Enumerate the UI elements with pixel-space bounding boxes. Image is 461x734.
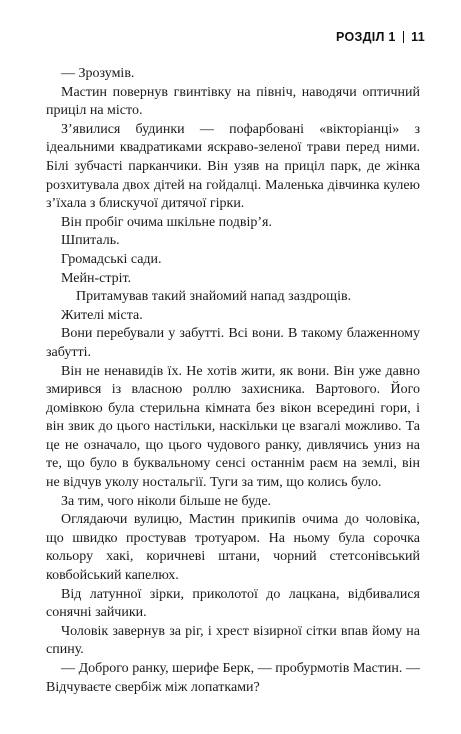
- paragraph: Громадські сади.: [61, 251, 162, 267]
- paragraph: Від латунної зірки, приколотої до лацкана, відбивалися сонячні зайчики.: [46, 586, 420, 621]
- paragraph: Шпиталь.: [61, 233, 120, 249]
- paragraph: Він пробіг очима шкільне подвір’я.: [61, 214, 272, 230]
- paragraph: Жителі міста.: [61, 307, 143, 323]
- chapter-title: РОЗДІЛ 1: [335, 30, 396, 44]
- paragraph: Мейн-стріт.: [61, 270, 132, 286]
- paragraph: Притамував такий знайомий напад заздрощів.: [76, 289, 352, 305]
- paragraph: — Доброго ранку, шерифе Берк, — пробурмотів Мастин. — Відчуваєте свербіж між лопатками?: [46, 661, 420, 695]
- paragraph: З’явилися будинки — пофарбовані «вікторіанці» з ідеальними квадратиками яскраво-зеленої трави перед ними. Білі зубчасті парканчики. Він узяв на приціл парк, де жінка розхитувала двох дітей на гойдалці. Маленька дівчинка кулею з’їхала з блискучої дитячої гірки.: [46, 121, 420, 212]
- paragraph: Оглядаючи вулицю, Мастин прикипів очима до чоловіка, що швидко простував тротуаром. На ньому була сорочка кольору хакі, коричневі штани, чорний стетсонівський ковбойський капелюх.: [46, 512, 420, 584]
- paragraph: Вони перебували у забутті. Всі вони. В такому блаженному забутті.: [46, 326, 420, 360]
- paragraph: Він не ненавидів їх. Не хотів жити, як вони. Він уже давно змирився із власною роллю захисника. Вартового. Його домівкою була стерильна кімната без вікон всередині гори, і він звик до цього настільки, наскільки це взагалі можливо. Та це не означало, що цього чудового ранку, дивлячись униз на те, що було в буквальному сенсі останнім раєм на землі, він не відчув уколу ностальгії. Туги за тим, що колись було.: [46, 363, 420, 491]
- body-text: [46, 65, 420, 697]
- page-number: 11: [411, 30, 425, 44]
- paragraph: За тим, чого ніколи більше не буде.: [61, 493, 272, 509]
- paragraph: Чоловік завернув за ріг, і хрест візирної сітки впав йому на спину.: [46, 623, 420, 658]
- paragraph: Мастин повернув гвинтівку на північ, наводячи оптичний приціл на місто.: [46, 84, 420, 119]
- header-separator: [403, 31, 405, 43]
- paragraph: — Зрозумів.: [61, 66, 135, 81]
- running-head: [336, 30, 425, 44]
